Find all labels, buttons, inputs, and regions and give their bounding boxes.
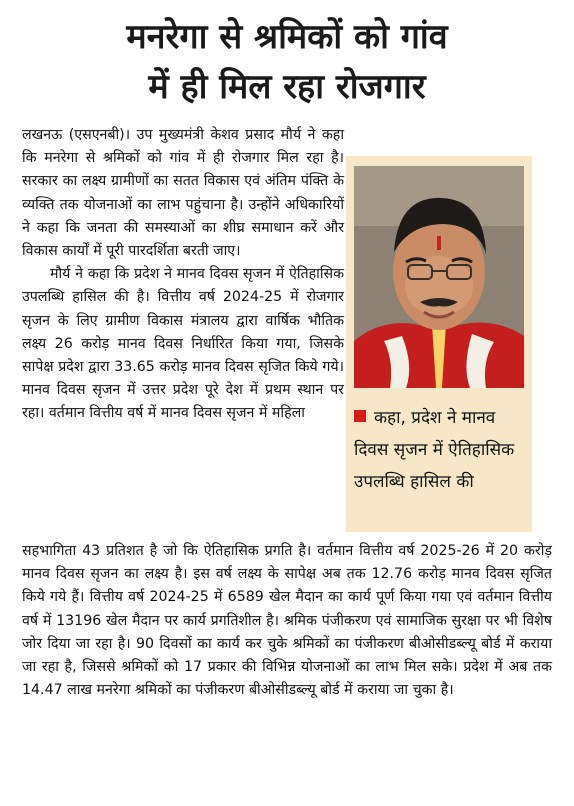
sidebar-box [346, 156, 532, 532]
sidebar-caption-text: कहा, प्रदेश ने मानव दिवस सृजन में ऐतिहासिक उपलब्धि हासिल की [354, 408, 515, 492]
article-paragraph-1: लखनऊ (एसएनबी)। उप मुख्यमंत्री केशव प्रसाद मौर्य ने कहा कि मनरेगा से श्रमिकों को गांव में ही रोजगार मिल रहा है। सरकार का लक्ष्य ग्रामीणों का सतत विकास एवं अंतिम पंक्ति के व्यक्ति तक योजनाओं का लाभ पहुंचाना है। उन्होंने अधिकारियों ने कहा कि जनता की समस्याओं का शीघ्र समाधान करें और विकास कार्यों में पूरी पारदर्शिता बरती जाए। [22, 127, 344, 260]
article-full-width-text [22, 540, 552, 702]
article-column-text [22, 124, 344, 426]
bullet-square-icon [354, 410, 366, 422]
article-paragraph-2: मौर्य ने कहा कि प्रदेश ने मानव दिवस सृजन में ऐतिहासिक उपलब्धि हासिल की है। वित्तीय वर्ष 2024-25 में रोजगार सृजन के लिए ग्रामीण विकास मंत्रालय द्वारा वार्षिक भौतिक लक्ष्य 26 करोड़ मानव दिवस निर्धारित किया गया, जिसके सापेक्ष प्रदेश द्वारा 33.65 करोड़ मानव दिवस सृजित किये गये। मानव दिवस सृजन में उत्तर प्रदेश पूरे देश में प्रथम स्थान पर रहा। वर्तमान वित्तीय वर्ष में मानव दिवस सृजन में महिला [22, 266, 344, 422]
sidebar-caption [354, 402, 524, 498]
headline-line-2: में ही मिल रहा रोजगार [148, 67, 426, 107]
article-paragraph-3: सहभागिता 43 प्रतिशत है जो कि ऐतिहासिक प्रगति है। वर्तमान वित्तीय वर्ष 2025-26 में 20 करोड़ मानव दिवस सृजन का लक्ष्य है। इस वर्ष लक्ष्य के सापेक्ष अब तक 12.76 करोड़ मानव दिवस सृजित किये गये हैं। वित्तीय वर्ष 2024-25 में 6589 खेल मैदान का कार्य पूर्ण किया गया एवं वर्तमान वित्तीय वर्ष में 13196 खेल मैदान पर कार्य प्रगतिशील है। श्रमिक पंजीकरण एवं सामाजिक सुरक्षा पर भी विशेष जोर दिया जा रहा है। 90 दिवसों का कार्य कर चुके श्रमिकों का पंजीकरण बीओसीडब्ल्यू बोर्ड में कराया जा रहा है, जिससे श्रमिकों को 17 प्रकार की विभिन्न योजनाओं का लाभ मिल सके। प्रदेश में अब तक 14.47 लाख मनरेगा श्रमिकों का पंजीकरण बीओसीडब्ल्यू बोर्ड में कराया जा चुका है। [22, 543, 552, 699]
portrait-illustration [354, 166, 524, 388]
headline-line-1: मनरेगा से श्रमिकों को गांव [126, 17, 448, 57]
headline [0, 12, 574, 112]
portrait-photo [354, 166, 524, 388]
